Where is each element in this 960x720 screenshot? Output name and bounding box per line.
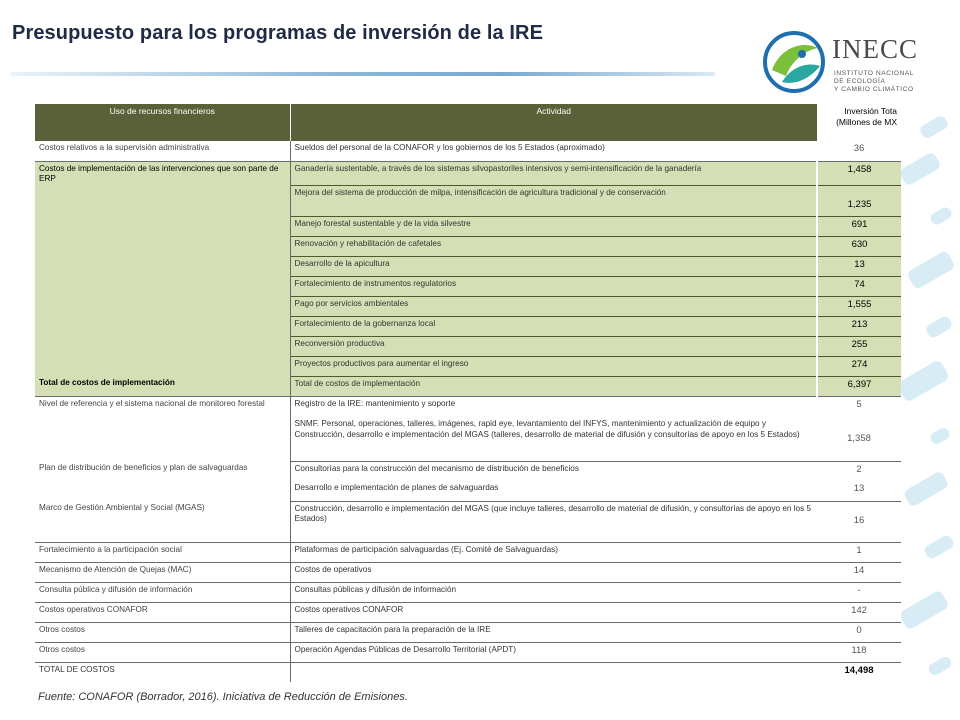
row-valor: 2 (817, 461, 901, 481)
table-row (35, 562, 901, 582)
row-actividad: Consultorías para la construcción del mecanismo de distribución de beneficios (290, 461, 817, 481)
logo-line-3: Y CAMBIO CLIMÁTICO (834, 86, 914, 93)
table-row (35, 542, 901, 562)
row-actividad: Renovación y rehabilitación de cafetales (290, 236, 817, 256)
title-underline (10, 72, 715, 76)
row-uso: TOTAL DE COSTOS (35, 662, 290, 682)
row-valor: 6,397 (817, 376, 901, 396)
row-valor: 691 (817, 216, 901, 236)
table-row (35, 642, 901, 662)
row-actividad: Fortalecimiento de la gobernanza local (290, 316, 817, 336)
row-uso: Marco de Gestión Ambiental y Social (MGAS) (35, 501, 290, 542)
row-actividad: Construcción, desarrollo e implementación del MGAS (que incluye talleres, desarrollo de material de difusión, y consultorías de apoyo en los 5 Estados) (290, 501, 817, 542)
row-actividad: Plataformas de participación salvaguardas (Ej. Comité de Salvaguardas) (290, 542, 817, 562)
row-valor: 142 (817, 602, 901, 622)
row-actividad: Proyectos productivos para aumentar el ingreso (290, 356, 817, 376)
row-uso: Consulta pública y difusión de información (35, 582, 290, 602)
table-row (35, 622, 901, 642)
row-actividad: Desarrollo de la apicultura (290, 256, 817, 276)
row-valor: 1 (817, 542, 901, 562)
row-uso: Otros costos (35, 642, 290, 662)
row-uso: Total de costos de implementación (35, 376, 290, 396)
row-valor: 36 (817, 141, 901, 161)
logo-line-2: DE ECOLOGÍA (834, 78, 886, 85)
row-actividad: Operación Agendas Públicas de Desarrollo Territorial (APDT) (290, 642, 817, 662)
row-valor: 630 (817, 236, 901, 256)
row-valor: 13 (817, 481, 901, 501)
row-valor: 14 (817, 562, 901, 582)
row-uso: Fortalecimiento a la participación social (35, 542, 290, 562)
table-row (35, 141, 901, 161)
header-inversion-line2: (Millones de MX (836, 117, 897, 128)
table-row (35, 396, 901, 417)
row-valor: 118 (817, 642, 901, 662)
row-actividad: Registro de la IRE: mantenimiento y soporte (290, 396, 817, 417)
row-valor: - (817, 582, 901, 602)
row-actividad: Sueldos del personal de la CONAFOR y los gobiernos de los 5 Estados (aproximado) (290, 141, 817, 161)
row-valor: 1,458 (817, 161, 901, 185)
header-inversion-line1: Inversión Tota (844, 106, 897, 116)
header-uso: Uso de recursos financieros (35, 104, 290, 141)
row-actividad: Fortalecimiento de instrumentos regulatorios (290, 276, 817, 296)
inecc-emblem-icon (762, 30, 826, 94)
budget-table (35, 104, 901, 682)
row-actividad: Reconversión productiva (290, 336, 817, 356)
table-row-total (35, 662, 901, 682)
logo-name: INECC (832, 34, 918, 64)
row-valor: 0 (817, 622, 901, 642)
logo-line-1: INSTITUTO NACIONAL (834, 70, 915, 77)
table-row (35, 602, 901, 622)
row-valor: 74 (817, 276, 901, 296)
row-actividad: Consultas públicas y difusión de información (290, 582, 817, 602)
row-actividad: Costos de operativos (290, 562, 817, 582)
row-uso: Costos operativos CONAFOR (35, 602, 290, 622)
row-valor: 255 (817, 336, 901, 356)
row-actividad: Mejora del sistema de producción de milpa, intensificación de agricultura tradicional y de conservación (290, 185, 817, 216)
table-row (35, 161, 901, 185)
row-actividad: Ganadería sustentable, a través de los sistemas silvopastoriles intensivos y semi-intensificación de la ganadería (290, 161, 817, 185)
row-actividad: Talleres de capacitación para la preparación de la IRE (290, 622, 817, 642)
row-valor: 1,555 (817, 296, 901, 316)
row-valor: 213 (817, 316, 901, 336)
table-row (35, 461, 901, 481)
source-note: Fuente: CONAFOR (Borrador, 2016). Iniciativa de Reducción de Emisiones. (38, 691, 408, 703)
header-actividad: Actividad (290, 104, 817, 141)
row-uso: Plan de distribución de beneficios y plan de salvaguardas (35, 461, 290, 501)
row-valor: 13 (817, 256, 901, 276)
row-uso: Costos relativos a la supervisión administrativa (35, 141, 290, 161)
row-actividad: Desarrollo e implementación de planes de salvaguardas (290, 481, 817, 501)
row-actividad: Total de costos de implementación (290, 376, 817, 396)
row-valor: 1,235 (817, 185, 901, 216)
table-row (35, 501, 901, 542)
row-valor: 16 (817, 501, 901, 542)
row-uso: Mecanismo de Atención de Quejas (MAC) (35, 562, 290, 582)
row-valor: 14,498 (817, 662, 901, 682)
row-valor: 1,358 (817, 417, 901, 461)
slide-title: Presupuesto para los programas de inversión de la IRE (12, 22, 544, 44)
table-row (35, 582, 901, 602)
row-uso: Nivel de referencia y el sistema nacional de monitoreo forestal (35, 396, 290, 461)
header-inversion (817, 104, 901, 141)
inecc-logo (762, 30, 932, 100)
row-valor: 274 (817, 356, 901, 376)
table-header-row (35, 104, 901, 141)
table-row-total-implementacion (35, 376, 901, 396)
row-actividad: Manejo forestal sustentable y de la vida silvestre (290, 216, 817, 236)
row-actividad: Pago por servicios ambientales (290, 296, 817, 316)
row-actividad: Costos operativos CONAFOR (290, 602, 817, 622)
row-valor: 5 (817, 396, 901, 417)
row-uso-implementacion: Costos de implementación de las intervenciones que son parte de ERP (35, 161, 290, 376)
row-actividad (290, 662, 817, 682)
row-actividad: SNMF. Personal, operaciones, talleres, imágenes, rapid eye, levantamiento del INFYS, mantenimiento y actualización de equipo y Construcción, desarrollo e implementación del MGAS (talleres, desarrollo de material de difusión y consultorías de apoyo en los 5 Estados) (290, 417, 817, 461)
row-uso: Otros costos (35, 622, 290, 642)
